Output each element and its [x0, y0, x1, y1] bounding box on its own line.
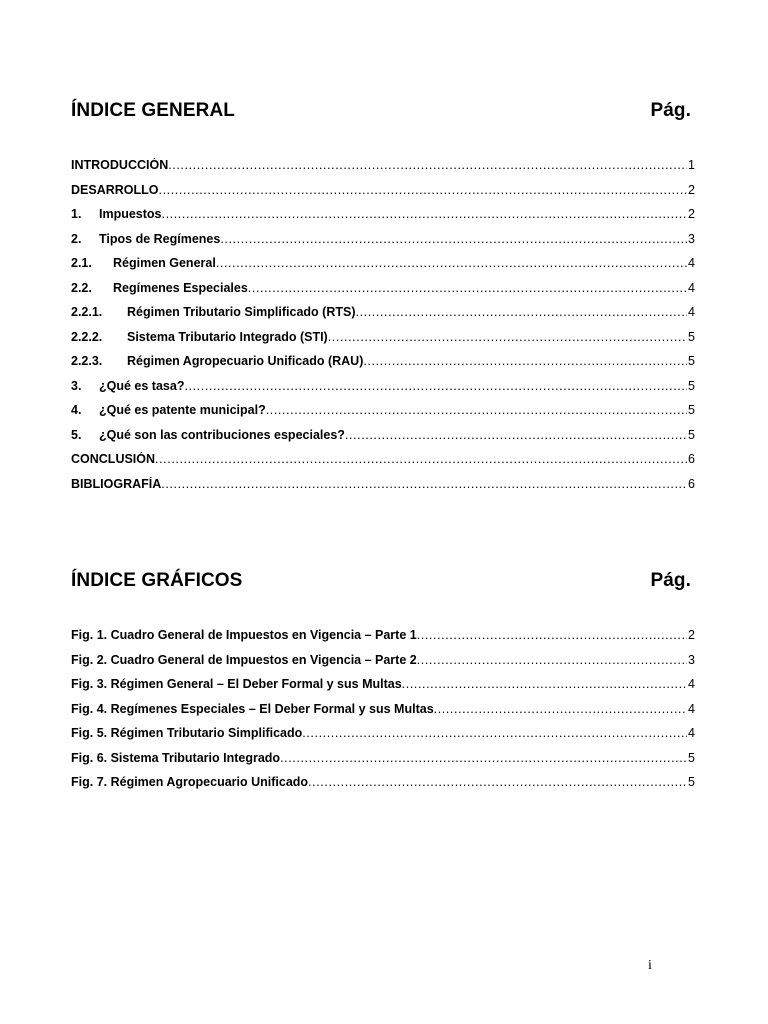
toc-entry-page: 6	[688, 452, 695, 466]
toc-entry-page: 4	[688, 256, 695, 270]
toc-leader-dots	[184, 379, 687, 393]
figure-entry-text: Fig. 7. Régimen Agropecuario Unificado	[71, 775, 309, 789]
toc-leader-dots	[345, 428, 687, 442]
toc-entry-tipos-de-regimenes[interactable]	[71, 232, 695, 257]
toc-entry-number: 4.	[71, 403, 82, 417]
toc-entry-conclusion[interactable]	[71, 452, 695, 477]
toc-entry-text: ¿Qué es patente municipal?	[99, 403, 266, 417]
toc-entry-page: 5	[688, 378, 695, 393]
figure-entry-text: Fig. 5. Régimen Tributario Simplificado	[71, 726, 303, 740]
toc-leader-dots	[402, 677, 687, 691]
indice-general-section	[71, 100, 695, 501]
toc-leader-dots	[266, 403, 687, 417]
toc-leader-dots	[434, 702, 687, 716]
toc-entry-page: 6	[688, 476, 695, 491]
toc-entry-rau[interactable]	[71, 354, 695, 379]
figure-entry-4[interactable]	[71, 702, 695, 727]
toc-entry-text: Sistema Tributario Integrado (STI)	[127, 329, 328, 344]
toc-leader-dots	[356, 305, 688, 319]
toc-leader-dots	[248, 281, 687, 295]
toc-entry-page: 3	[688, 231, 695, 246]
toc-entry-text: INTRODUCCIÓN	[71, 158, 169, 172]
toc-entry-sti[interactable]	[71, 330, 695, 355]
toc-leader-dots	[363, 354, 687, 368]
toc-entry-number: 2.1.	[71, 256, 92, 270]
figure-entry-page: 4	[688, 726, 695, 740]
indice-graficos-list	[71, 628, 695, 800]
toc-leader-dots	[216, 256, 687, 270]
toc-entry-number: 2.	[71, 231, 82, 246]
indice-graficos-header	[71, 570, 695, 596]
figure-entry-page: 2	[688, 628, 695, 642]
toc-leader-dots	[308, 775, 687, 789]
figure-entry-text: Fig. 1. Cuadro General de Impuestos en Vigencia – Parte 1	[71, 628, 417, 642]
indice-general-title: ÍNDICE GENERAL	[71, 100, 235, 121]
figure-entry-text: Fig. 4. Regímenes Especiales – El Deber Formal y sus Multas	[71, 701, 434, 716]
toc-entry-number: 3.	[71, 378, 82, 393]
figure-entry-6[interactable]	[71, 751, 695, 776]
toc-leader-dots	[302, 726, 687, 740]
toc-entry-number: 5.	[71, 427, 82, 442]
indice-general-pag-label: Pág.	[650, 100, 691, 121]
toc-entry-page: 5	[688, 403, 695, 417]
toc-entry-text: BIBLIOGRAFÍA	[71, 476, 162, 491]
indice-graficos-title: ÍNDICE GRÁFICOS	[71, 570, 243, 591]
toc-entry-text: DESARROLLO	[71, 182, 159, 197]
toc-entry-text: Régimen General	[113, 256, 216, 270]
toc-entry-number: 2.2.2.	[71, 329, 103, 344]
toc-entry-text: Impuestos	[99, 207, 162, 221]
toc-entry-text: CONCLUSIÓN	[71, 452, 156, 466]
toc-entry-page: 1	[688, 158, 695, 172]
toc-leader-dots	[417, 628, 687, 642]
toc-leader-dots	[162, 207, 688, 221]
toc-entry-regimenes-especiales[interactable]	[71, 281, 695, 306]
toc-entry-number: 2.2.3.	[71, 354, 103, 368]
toc-entry-page: 5	[688, 427, 695, 442]
indice-general-header	[71, 100, 695, 126]
indice-graficos-pag-label: Pág.	[650, 570, 691, 591]
toc-entry-bibliografia[interactable]	[71, 477, 695, 502]
page-number: i	[648, 958, 652, 973]
toc-entry-number: 1.	[71, 207, 82, 221]
figure-entry-7[interactable]	[71, 775, 695, 800]
figure-entry-text: Fig. 3. Régimen General – El Deber Formal y sus Multas	[71, 677, 402, 691]
toc-entry-patente-municipal[interactable]	[71, 403, 695, 428]
toc-entry-regimen-general[interactable]	[71, 256, 695, 281]
figure-entry-3[interactable]	[71, 677, 695, 702]
toc-entry-number: 2.2.	[71, 280, 92, 295]
toc-entry-text: Tipos de Regímenes	[99, 231, 221, 246]
toc-entry-page: 5	[688, 354, 695, 368]
toc-entry-introduccion[interactable]	[71, 158, 695, 183]
toc-entry-text: ¿Qué son las contribuciones especiales?	[99, 427, 345, 442]
toc-entry-desarrollo[interactable]	[71, 183, 695, 208]
toc-leader-dots	[155, 452, 687, 466]
toc-entry-contribuciones-especiales[interactable]	[71, 428, 695, 453]
figure-entry-1[interactable]	[71, 628, 695, 653]
figure-entry-page: 4	[688, 701, 695, 716]
toc-entry-page: 4	[688, 280, 695, 295]
figure-entry-text: Fig. 6. Sistema Tributario Integrado	[71, 750, 281, 765]
toc-entry-text: Regímenes Especiales	[113, 280, 248, 295]
toc-leader-dots	[417, 653, 687, 667]
toc-leader-dots	[328, 330, 687, 344]
figure-entry-page: 5	[688, 775, 695, 789]
indice-graficos-section	[71, 570, 695, 800]
toc-leader-dots	[161, 477, 687, 491]
toc-entry-text: ¿Qué es tasa?	[99, 378, 185, 393]
toc-entry-page: 5	[688, 329, 695, 344]
figure-entry-page: 5	[688, 750, 695, 765]
indice-general-list	[71, 158, 695, 501]
toc-leader-dots	[168, 158, 687, 172]
toc-entry-impuestos[interactable]	[71, 207, 695, 232]
toc-entry-rts[interactable]	[71, 305, 695, 330]
toc-entry-text: Régimen Agropecuario Unificado (RAU)	[127, 354, 364, 368]
toc-entry-page: 2	[688, 207, 695, 221]
toc-entry-page: 2	[688, 182, 695, 197]
figure-entry-2[interactable]	[71, 653, 695, 678]
toc-entry-page: 4	[688, 305, 695, 319]
toc-entry-tasa[interactable]	[71, 379, 695, 404]
toc-leader-dots	[280, 751, 687, 765]
toc-leader-dots	[220, 232, 687, 246]
toc-entry-number: 2.2.1.	[71, 305, 103, 319]
toc-leader-dots	[159, 183, 688, 197]
figure-entry-text: Fig. 2. Cuadro General de Impuestos en Vigencia – Parte 2	[71, 652, 417, 667]
figure-entry-5[interactable]	[71, 726, 695, 751]
figure-entry-page: 3	[688, 652, 695, 667]
figure-entry-page: 4	[688, 677, 695, 691]
toc-entry-text: Régimen Tributario Simplificado (RTS)	[127, 305, 356, 319]
